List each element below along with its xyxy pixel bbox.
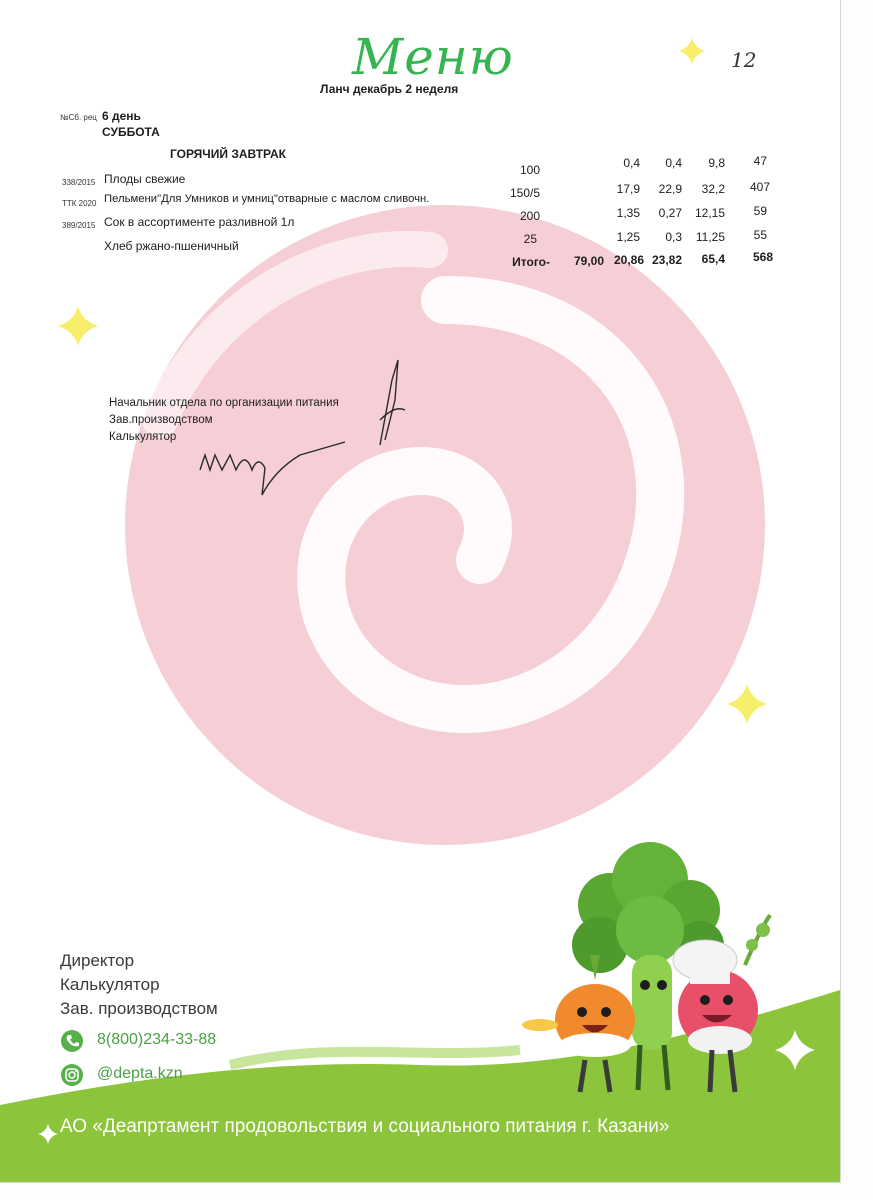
item-portion: 25 — [523, 232, 537, 246]
item-protein: 1,35 — [616, 206, 640, 220]
item-fat: 0,4 — [665, 156, 682, 170]
swirl-graphic — [125, 205, 765, 845]
total-carbs: 65,4 — [701, 252, 725, 266]
total-kcal: 568 — [752, 250, 773, 264]
phone-icon — [61, 1030, 83, 1052]
item-name: Плоды свежие — [104, 172, 186, 186]
item-kcal: 55 — [753, 228, 767, 242]
item-name: Хлеб ржано-пшеничный — [104, 239, 239, 253]
footer-role: Зав. производством — [60, 999, 218, 1018]
item-name: Пельмени"Для Умников и умниц"отварные с маслом сливочн. — [104, 193, 430, 205]
item-portion: 100 — [519, 163, 540, 177]
item-ref: 389/2015 — [62, 221, 96, 230]
item-kcal: 407 — [749, 180, 770, 194]
instagram-icon — [61, 1064, 83, 1086]
item-carbs: 32,2 — [701, 182, 725, 196]
recipe-ref-label: №Сб. рец — [60, 113, 97, 122]
star-icon — [679, 38, 705, 64]
item-kcal: 59 — [753, 204, 767, 218]
item-carbs: 12,15 — [694, 206, 725, 220]
menu-logo: Меню — [352, 28, 514, 86]
item-portion: 150/5 — [509, 186, 540, 200]
total-protein: 20,86 — [613, 253, 644, 267]
item-kcal: 47 — [753, 154, 767, 168]
item-portion: 200 — [519, 209, 540, 223]
item-ref: ТТК 2020 — [62, 199, 97, 208]
item-fat: 0,3 — [665, 230, 682, 244]
signature-role: Калькулятор — [109, 431, 177, 443]
page-header: Ланч декабрь 2 неделя — [320, 82, 459, 96]
footer-role: Директор — [60, 951, 135, 970]
footer-role: Калькулятор — [60, 975, 160, 994]
item-ref: 338/2015 — [62, 178, 96, 187]
signature-role: Зав.производством — [109, 414, 213, 426]
signature-role: Начальник отдела по организации питания — [109, 397, 339, 409]
item-protein: 17,9 — [616, 182, 640, 196]
total-price: 79,00 — [573, 254, 604, 268]
item-fat: 0,27 — [658, 206, 682, 220]
weekday-label: СУББОТА — [102, 125, 160, 139]
item-protein: 1,25 — [616, 230, 640, 244]
meal-title: ГОРЯЧИЙ ЗАВТРАК — [170, 147, 286, 161]
star-icon — [58, 306, 98, 346]
organization-name: АО «Деапртамент продовольствия и социального питания г. Казани» — [60, 1116, 670, 1137]
total-label: Итого- — [512, 255, 550, 269]
page-number-handwritten: 12 — [731, 48, 757, 72]
item-protein: 0,4 — [623, 156, 640, 170]
total-fat: 23,82 — [651, 253, 682, 267]
instagram-handle: @depta.kzn — [97, 1065, 183, 1082]
day-label: 6 день — [102, 109, 141, 123]
item-fat: 22,9 — [658, 182, 682, 196]
item-carbs: 11,25 — [695, 230, 725, 244]
star-icon — [727, 684, 767, 724]
phone-number: 8(800)234-33-88 — [97, 1031, 217, 1048]
item-carbs: 9,8 — [708, 156, 725, 170]
item-name: Сок в ассортименте разливной 1л — [104, 215, 295, 229]
